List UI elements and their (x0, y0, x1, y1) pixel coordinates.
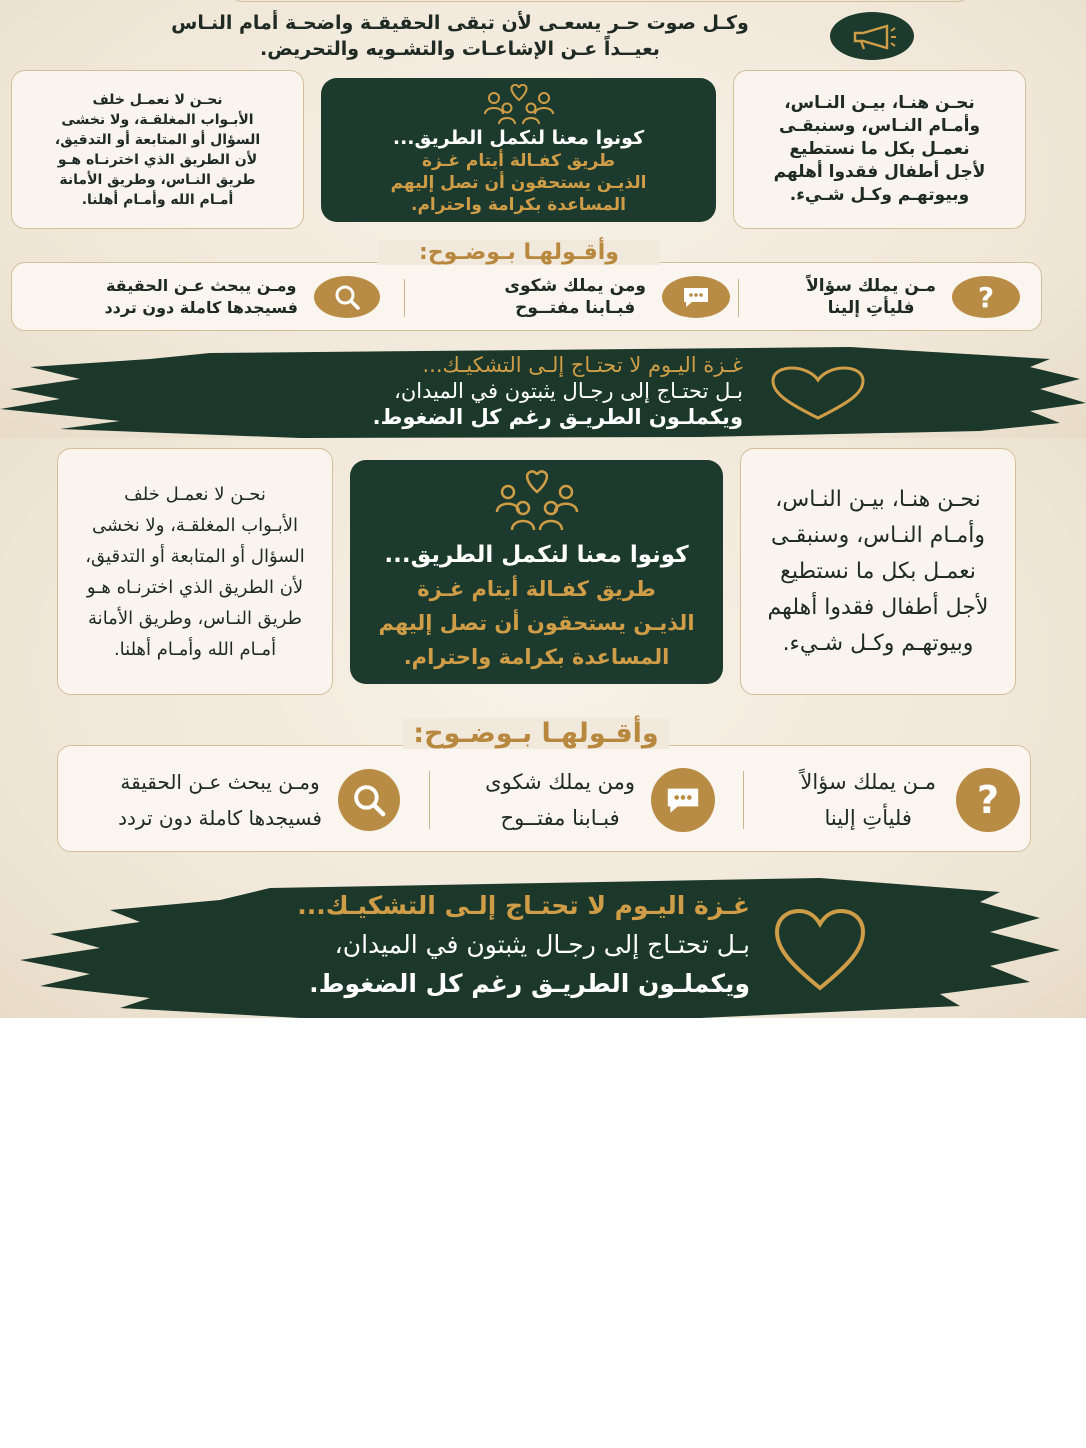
infographic-panel-top (0, 0, 1086, 438)
call-to-action-card (321, 78, 716, 222)
question-icon: ? (956, 768, 1020, 832)
contact-line: مـن يملك سؤالاً (806, 276, 936, 296)
contact-line: ومـن يبحث عـن الحقيقة (120, 770, 320, 794)
commitment-card (740, 448, 1016, 695)
card-line: وأمـام النـاس، وسنبقـى (778, 116, 981, 136)
chat-bubble-icon (662, 276, 730, 318)
card-line: لأجل أطفال فقدوا أهلهم (773, 162, 986, 182)
search-icon (338, 769, 400, 831)
card-line: السؤال أو المتابعة أو التدقيق، (85, 545, 305, 567)
question-icon: ? (952, 276, 1020, 318)
intro-text (110, 10, 810, 62)
banner-line-2: بـل تحتـاج إلى رجـال يثبتون في الميدان، (394, 379, 743, 403)
call-to-action-card (350, 460, 723, 684)
contact-line: ومن يملك شكوى (504, 276, 646, 296)
card-line: لأجل أطفال فقدوا أهلهم (767, 594, 989, 620)
intro-line-2: بعيــداً عـن الإشاعـات والتشـويه والتحريض. (260, 38, 660, 60)
contact-line: فليأتِ إلينا (824, 806, 912, 830)
card-line: وبيوتهـم وكـل شـيء. (789, 185, 970, 205)
banner-text (297, 886, 750, 1003)
banner-line-3: ويكملـون الطريـق رغم كل الضغوط. (372, 405, 743, 429)
contact-item-truth (80, 766, 400, 834)
community-heart-icon (492, 470, 582, 534)
card-line: نحـن لا نعمـل خلف (92, 91, 223, 108)
transparency-card (57, 448, 333, 695)
card-line: أمـام الله وأمـام أهلنا. (81, 191, 234, 208)
contact-line: فبـابنا مفتــوح (500, 806, 620, 830)
cta-line: طريق كفـالة أيتام غـزة (417, 577, 656, 601)
card-line: طريق النـاس، وطريق الأمانة (88, 607, 302, 629)
divider (743, 771, 744, 829)
card-line: نعمـل بكل ما نستطيع (789, 139, 970, 159)
contact-item-question (770, 766, 1020, 834)
contact-line: مـن يملك سؤالاً (800, 770, 936, 794)
chat-bubble-icon (651, 768, 715, 832)
contact-line: ومـن يبحث عـن الحقيقة (105, 276, 297, 295)
previous-card-edge (230, 0, 970, 2)
banner-line-1: غـزة اليـوم لا تحتـاج إلـى التشكيـك... (297, 891, 750, 920)
card-line: أمـام الله وأمـام أهلنا. (113, 638, 277, 660)
banner-line-1: غـزة اليـوم لا تحتـاج إلـى التشكيـك... (422, 353, 743, 377)
card-line: الأبـواب المغلقـة، ولا نخشى (92, 514, 298, 536)
cta-title: كونوا معنا لنكمل الطريق... (384, 542, 689, 568)
cta-line: الذيـن يستحقون أن تصل إليهم (378, 611, 695, 635)
transparency-card (11, 70, 304, 229)
cta-line: الذيـن يستحقون أن تصل إليهم (390, 173, 647, 193)
card-line: لأن الطريق الذي اخترنـاه هـو (57, 151, 258, 168)
card-line: نحـن هنـا، بيـن النـاس، (775, 486, 981, 512)
cta-line: المساعدة بكرامة واحترام. (403, 645, 670, 669)
contact-item-complaint (460, 766, 715, 834)
banner-line-3: ويكملـون الطريـق رغم كل الضغوط. (309, 969, 750, 998)
contact-line: ومن يملك شكوى (485, 770, 635, 794)
intro-line-1: وكـل صوت حـر يسعـى لأن تبقى الحقيقـة واضحـة أمام النـاس (171, 12, 749, 34)
infographic-panel-bottom (0, 438, 1086, 1018)
section-heading: وأقـولهـا بـوضـوح: (403, 718, 669, 749)
contact-item-truth (40, 272, 380, 322)
contact-item-complaint (440, 272, 730, 322)
card-line: نحـن هنـا، بيـن النـاس، (784, 93, 975, 113)
contact-line: فسيجدها كاملة دون تردد (104, 298, 298, 317)
card-line: الأبـواب المغلقـة، ولا نخشى (61, 111, 254, 128)
divider (429, 771, 430, 829)
heart-outline-icon (770, 366, 866, 422)
banner-text (270, 352, 743, 430)
divider (404, 279, 405, 317)
card-line: نعمـل بكل ما نستطيع (780, 558, 976, 584)
section-heading: وأقـولهـا بـوضـوح: (378, 240, 660, 265)
megaphone-icon (830, 12, 914, 60)
card-line: وأمـام النـاس، وسنبقـى (770, 522, 986, 548)
card-line: طريق النـاس، وطريق الأمانة (59, 171, 256, 188)
search-icon (314, 276, 380, 318)
contact-line: فبـابنا مفتــوح (515, 298, 636, 318)
contact-item-question (770, 272, 1020, 322)
commitment-card (733, 70, 1026, 229)
community-heart-icon (474, 84, 564, 126)
cta-line: المساعدة بكرامة واحترام. (411, 195, 627, 215)
banner-line-2: بـل تحتـاج إلى رجـال يثبتون في الميدان، (334, 930, 750, 959)
cta-line: طريق كفـالة أيتام غـزة (421, 151, 616, 171)
card-line: نحـن لا نعمـل خلف (124, 483, 266, 505)
card-line: السؤال أو المتابعة أو التدقيق، (54, 131, 261, 148)
contact-line: فليأتِ إلينا (827, 298, 915, 318)
cta-title: كونوا معنا لنكمل الطريق... (392, 127, 645, 149)
heart-outline-icon (773, 908, 867, 992)
divider (738, 279, 739, 317)
card-line: لأن الطريق الذي اخترنـاه هـو (86, 576, 304, 598)
card-line: وبيوتهـم وكـل شـيء. (782, 630, 974, 656)
contact-line: فسيجدها كاملة دون تردد (118, 806, 322, 830)
